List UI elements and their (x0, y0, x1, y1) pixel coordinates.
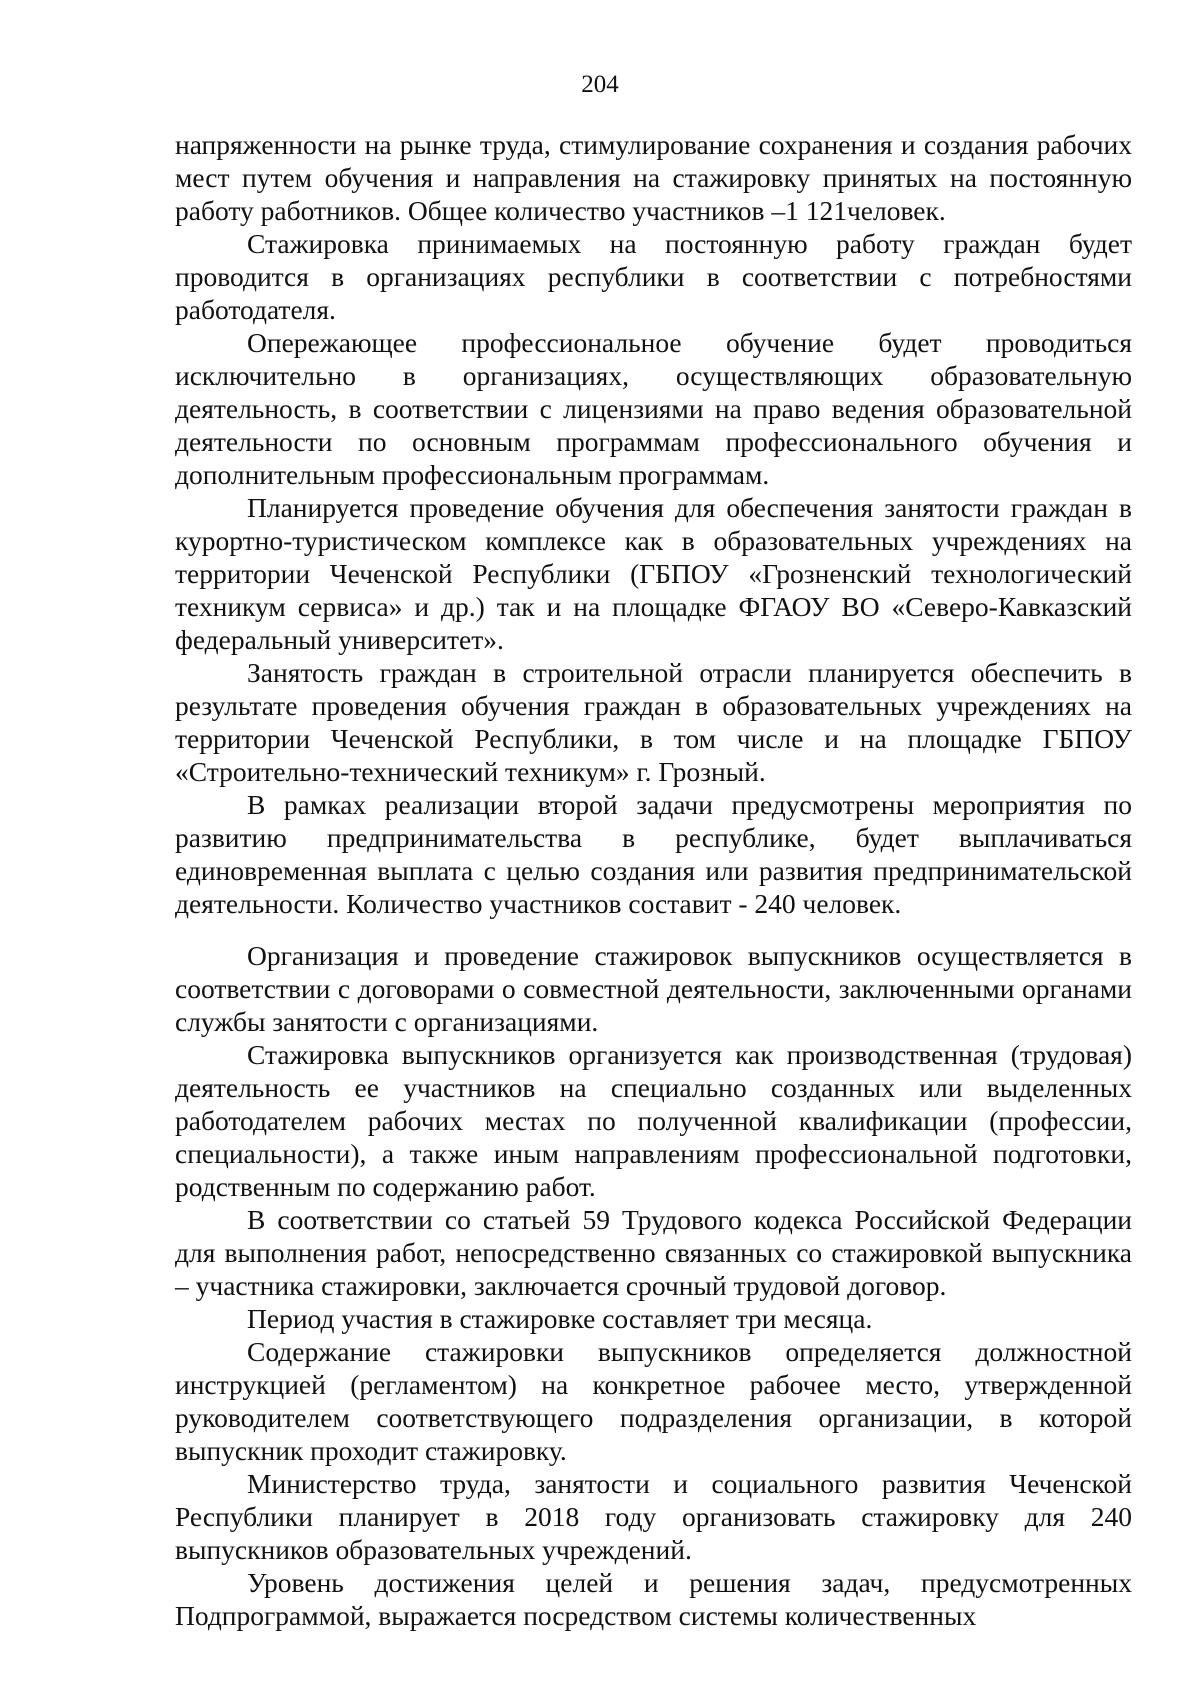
paragraph: Стажировка принимаемых на постоянную работу граждан будет проводится в организациях республики в соответствии с потребностями работодателя. (175, 228, 1132, 325)
page-number: 204 (581, 71, 619, 98)
document-body (175, 128, 1132, 1632)
paragraph: Министерство труда, занятости и социального развития Чеченской Республики планирует в 2018 году организовать стажировку для 240 выпускников образовательных учреждений. (175, 1468, 1132, 1565)
paragraph: Занятость граждан в строительной отрасли планируется обеспечить в результате проведения обучения граждан в образовательных учреждениях на территории Чеченской Республики, в том числе и на площадке ГБПОУ «Строительно-технический техникум» г. Грозный. (175, 657, 1132, 787)
paragraph: Организация и проведение стажировок выпускников осуществляется в соответствии с договорами о совместной деятельности, заключенными органами службы занятости с организациями. (175, 940, 1132, 1037)
paragraph: Период участия в стажировке составляет три месяца. (247, 1303, 873, 1334)
paragraph: Опережающее профессиональное обучение будет проводиться исключительно в организациях, осуществляющих образовательную деятельность, в соответствии с лицензиями на право ведения образовательной деятельности по основным программам профессионального обучения и дополнительным профессиональным программам. (175, 327, 1132, 490)
paragraph: Уровень достижения целей и решения задач, предусмотренных Подпрограммой, выражается посредством системы количественных (175, 1567, 1132, 1631)
paragraph: Планируется проведение обучения для обеспечения занятости граждан в курортно-туристическом комплексе как в образовательных учреждениях на территории Чеченской Республики (ГБПОУ «Грозненский технологический техникум сервиса» и др.) так и на площадке ФГАОУ ВО «Северо-Кавказский федеральный университет». (175, 492, 1132, 655)
paragraph: напряженности на рынке труда, стимулирование сохранения и создания рабочих мест путем обучения и направления на стажировку принятых на постоянную работу работников. Общее количество участников –1 121человек. (175, 129, 1132, 226)
paragraph: В соответствии со статьей 59 Трудового кодекса Российской Федерации для выполнения работ, непосредственно связанных со стажировкой выпускника – участника стажировки, заключается срочный трудовой договор. (175, 1204, 1132, 1301)
paragraph: В рамках реализации второй задачи предусмотрены мероприятия по развитию предпринимательства в республике, будет выплачиваться единовременная выплата с целью создания или развития предпринимательской деятельности. Количество участников составит - 240 человек. (175, 789, 1132, 919)
paragraph: Стажировка выпускников организуется как производственная (трудовая) деятельность ее участников на специально созданных или выделенных работодателем рабочих местах по полученной квалификации (профессии, специальности), а также иным направлениям профессиональной подготовки, родственным по содержанию работ. (175, 1039, 1132, 1202)
paragraph: Содержание стажировки выпускников определяется должностной инструкцией (регламентом) на конкретное рабочее место, утвержденной руководителем соответствующего подразделения организации, в которой выпускник проходит стажировку. (175, 1336, 1132, 1466)
